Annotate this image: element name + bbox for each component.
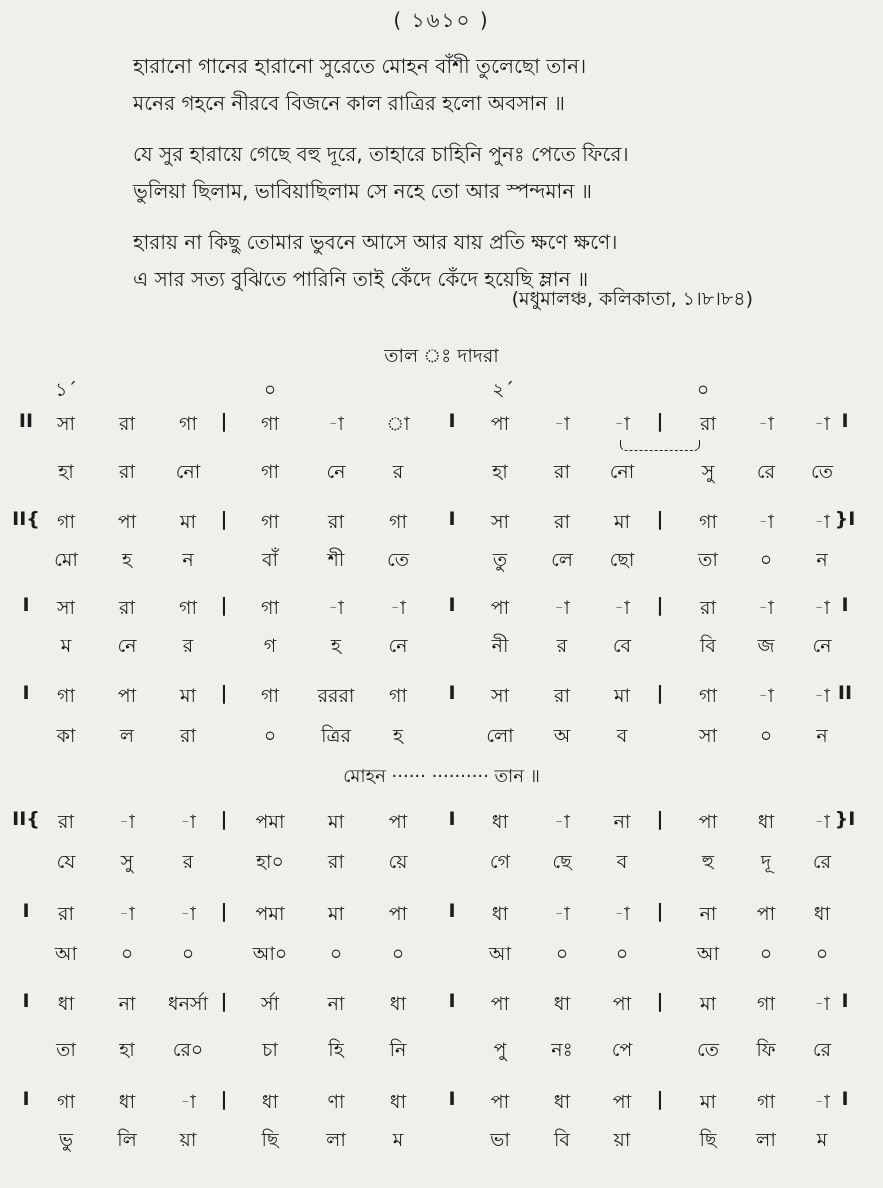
syllable-row — [0, 458, 883, 494]
note-cell: া — [386, 413, 410, 435]
notation-row — [0, 990, 883, 1026]
note-cell: গা — [57, 511, 75, 533]
note-cell: পা — [698, 811, 718, 833]
note-cell: সা — [490, 685, 510, 707]
syllable-cell: রা — [180, 725, 196, 747]
note-cell: -া — [554, 811, 570, 833]
syllable-cell: তা — [56, 1039, 76, 1061]
note-cell: গা — [757, 993, 775, 1015]
syllable-cell: অ — [553, 725, 571, 747]
lyric-line: এ সার সত্য বুঝিতে পারিনি তাই কেঁদে কেঁদে হয়েছি ম্লান ॥ — [133, 267, 589, 291]
note-cell: পা — [117, 685, 137, 707]
syllable-cell: ০ — [815, 943, 829, 965]
note-cell: পা — [612, 993, 632, 1015]
syllable-cell: হ — [122, 549, 132, 571]
syllable-cell: ন — [816, 725, 828, 747]
note-cell: রা — [119, 413, 135, 435]
stanza — [133, 136, 773, 210]
barline-start: I — [22, 1088, 30, 1110]
lyric-line: হারায় না কিছু তোমার ভুবনে আসে আর যায় প্রতি ক্ষণে ক্ষণে। — [133, 230, 618, 254]
barline: | — [656, 594, 664, 616]
note-cell: পা — [490, 413, 510, 435]
syllable-row — [0, 722, 883, 758]
syllable-cell: লি — [117, 1129, 137, 1151]
note-cell: ধা — [553, 1091, 571, 1113]
note-cell: মা — [699, 1091, 717, 1113]
note-cell: পমা — [255, 811, 285, 833]
syllable-cell: ০ — [759, 725, 773, 747]
barline: I — [448, 410, 456, 432]
syllable-cell: রে — [756, 461, 776, 483]
note-cell: গা — [261, 511, 279, 533]
note-cell: -া — [814, 511, 830, 533]
syllable-cell: র — [182, 851, 194, 873]
note-cell: গা — [389, 685, 407, 707]
barline: I — [448, 1088, 456, 1110]
barline: | — [656, 1088, 664, 1110]
barline: | — [220, 808, 228, 830]
note-cell: -া — [614, 413, 630, 435]
barline-end: }I — [834, 808, 856, 830]
note-cell: -া — [180, 903, 196, 925]
barline-end: I — [841, 1088, 849, 1110]
syllable-cell: গে — [489, 851, 511, 873]
syllable-cell: রা — [554, 461, 570, 483]
syllable-cell: ০ — [263, 725, 277, 747]
note-cell: না — [118, 993, 136, 1015]
note-cell: রা — [328, 511, 344, 533]
syllable-cell: র — [182, 635, 194, 657]
barline: | — [220, 508, 228, 530]
syllable-cell: আ — [488, 943, 512, 965]
note-cell: -া — [758, 511, 774, 533]
beat-mark: ১´ — [55, 379, 77, 401]
syllable-cell: ০ — [759, 943, 773, 965]
note-cell: -া — [814, 597, 830, 619]
barline-end: I — [841, 594, 849, 616]
note-cell: -া — [814, 993, 830, 1015]
syllable-cell: তে — [811, 461, 833, 483]
notation-row — [0, 682, 883, 718]
notation-row — [0, 410, 883, 446]
lyrics-block — [133, 48, 773, 312]
barline: | — [220, 682, 228, 704]
lyric-line: যে সুর হারায়ে গেছে বহু দূরে, তাহারে চাহিনি পুনঃ পেতে ফিরে। — [133, 142, 629, 166]
syllable-cell: ০ — [329, 943, 343, 965]
syllable-cell: নী — [491, 635, 509, 657]
syllable-cell: হা — [119, 1039, 135, 1061]
beat-mark: ০ — [263, 379, 277, 401]
barline: I — [448, 900, 456, 922]
barline-end: I — [841, 990, 849, 1012]
syllable-cell: চা — [262, 1039, 278, 1061]
slur-mark — [620, 440, 700, 451]
note-cell: ধা — [491, 811, 509, 833]
barline: | — [656, 410, 664, 432]
syllable-cell: ন — [816, 549, 828, 571]
note-cell: গা — [179, 413, 197, 435]
syllable-cell: ল — [119, 725, 135, 747]
notation-row — [0, 594, 883, 630]
note-cell: মা — [327, 903, 345, 925]
note-cell: -া — [554, 903, 570, 925]
notation-row — [0, 508, 883, 544]
barline-start: I — [22, 990, 30, 1012]
note-cell: গা — [699, 511, 717, 533]
note-cell: -া — [554, 413, 570, 435]
syllable-cell: ন — [182, 549, 194, 571]
note-cell: ধা — [553, 993, 571, 1015]
note-cell: -া — [180, 811, 196, 833]
note-cell: ধা — [261, 1091, 279, 1113]
note-cell: -া — [614, 597, 630, 619]
note-cell: পা — [117, 511, 137, 533]
note-cell: র্সা — [260, 993, 280, 1015]
syllable-cell: র — [392, 461, 404, 483]
syllable-cell: কা — [56, 725, 76, 747]
syllable-cell: বি — [553, 1129, 571, 1151]
syllable-cell: য়ে — [388, 851, 408, 873]
barline: I — [448, 682, 456, 704]
barline: | — [220, 990, 228, 1012]
syllable-cell: হা — [58, 461, 74, 483]
syllable-row — [0, 546, 883, 582]
note-cell: -া — [814, 413, 830, 435]
notation-row — [0, 900, 883, 936]
note-cell: -া — [758, 413, 774, 435]
syllable-cell: ০ — [391, 943, 405, 965]
barline-end: I — [841, 410, 849, 432]
syllable-cell: র — [556, 635, 568, 657]
note-cell: সা — [56, 413, 76, 435]
note-cell: রা — [554, 511, 570, 533]
barline: | — [220, 410, 228, 432]
note-cell: ধনর্সা — [167, 993, 209, 1015]
syllable-cell: তে — [697, 1039, 719, 1061]
syllable-cell: ০ — [181, 943, 195, 965]
barline: | — [656, 900, 664, 922]
beat-mark: ২´ — [492, 379, 514, 401]
barline-start: II — [18, 410, 34, 432]
syllable-cell: তু — [492, 549, 508, 571]
syllable-cell: গ — [263, 635, 277, 657]
note-cell: -া — [814, 1091, 830, 1113]
syllable-cell: রা — [119, 461, 135, 483]
note-cell: গা — [389, 511, 407, 533]
note-cell: গা — [757, 1091, 775, 1113]
syllable-cell: সু — [701, 461, 715, 483]
syllable-cell: যে — [56, 851, 76, 873]
syllable-cell: পু — [493, 1039, 507, 1061]
syllable-cell: বাঁ — [261, 549, 279, 571]
note-cell: ধা — [813, 903, 831, 925]
note-cell: ধা — [389, 993, 407, 1015]
syllable-cell: হা০ — [256, 851, 284, 873]
syllable-cell: ছো — [609, 549, 635, 571]
syllable-cell: ০ — [120, 943, 134, 965]
barline: | — [220, 900, 228, 922]
note-cell: পা — [388, 811, 408, 833]
note-cell: রা — [58, 811, 74, 833]
note-cell: -া — [814, 685, 830, 707]
note-cell: সা — [490, 511, 510, 533]
note-cell: ধা — [491, 903, 509, 925]
note-cell: -া — [328, 413, 344, 435]
syllable-cell: মো — [54, 549, 78, 571]
barline-start: I — [22, 594, 30, 616]
syllable-cell: রে — [812, 851, 832, 873]
barline: | — [220, 1088, 228, 1110]
syllable-cell: তা — [698, 549, 718, 571]
note-cell: ধা — [389, 1091, 407, 1113]
barline-start: I — [22, 682, 30, 704]
syllable-cell: হি — [328, 1039, 344, 1061]
syllable-cell: ছি — [699, 1129, 717, 1151]
note-cell: মা — [613, 511, 631, 533]
syllable-row — [0, 940, 883, 976]
barline: I — [448, 990, 456, 1012]
notation-row — [0, 1088, 883, 1124]
syllable-cell: রে০ — [172, 1039, 204, 1061]
syllable-cell: হ — [331, 635, 341, 657]
note-cell: পা — [490, 597, 510, 619]
note-cell: মা — [179, 511, 197, 533]
note-cell: পমা — [255, 903, 285, 925]
note-cell: গা — [261, 413, 279, 435]
tala-heading: তাল ঃ দাদরা — [384, 345, 499, 367]
syllable-row — [0, 848, 883, 884]
syllable-cell: ০ — [759, 549, 773, 571]
syllable-cell: জ — [757, 635, 775, 657]
syllable-cell: নি — [389, 1039, 407, 1061]
syllable-cell: ম — [60, 635, 72, 657]
barline: | — [656, 682, 664, 704]
note-cell: গা — [261, 597, 279, 619]
note-cell: ধা — [57, 993, 75, 1015]
page-number: ( ১৬১০ ) — [393, 8, 490, 32]
barline: | — [656, 990, 664, 1012]
note-cell: -া — [614, 903, 630, 925]
syllable-cell: রে — [812, 1039, 832, 1061]
syllable-cell: হ — [393, 725, 403, 747]
syllable-row — [0, 1126, 883, 1162]
lyric-line: হারানো গানের হারানো সুরেতে মোহন বাঁশী তুলেছো তান। — [133, 54, 587, 78]
barline-end: }I — [834, 508, 856, 530]
syllable-cell: শী — [327, 549, 345, 571]
barline-start: II{ — [12, 808, 40, 830]
syllable-cell: হু — [701, 851, 715, 873]
note-cell: -া — [758, 597, 774, 619]
note-cell: রা — [700, 413, 716, 435]
notation-row — [0, 808, 883, 844]
syllable-cell: ছে — [552, 851, 572, 873]
note-cell: মা — [699, 993, 717, 1015]
barline: | — [656, 508, 664, 530]
source-citation: (মধুমালঞ্চ, কলিকাতা, ১।৮।৮৪) — [511, 288, 753, 310]
syllable-cell: ফি — [756, 1039, 776, 1061]
syllable-cell: ম — [392, 1129, 404, 1151]
note-cell: ণা — [327, 1091, 345, 1113]
syllable-row — [0, 1036, 883, 1072]
barline-start: II{ — [12, 508, 40, 530]
syllable-cell: পে — [611, 1039, 633, 1061]
syllable-cell: লা — [756, 1129, 776, 1151]
note-cell: -া — [119, 811, 135, 833]
syllable-cell: ব — [616, 725, 628, 747]
syllable-cell: ০ — [615, 943, 629, 965]
note-cell: সা — [56, 597, 76, 619]
syllable-cell: ছি — [261, 1129, 279, 1151]
syllable-cell: বি — [699, 635, 717, 657]
note-cell: রা — [700, 597, 716, 619]
note-cell: রররা — [317, 685, 355, 707]
lyric-line: ভুলিয়া ছিলাম, ভাবিয়াছিলাম সে নহে তো আর স্পন্দমান ॥ — [133, 179, 592, 203]
note-cell: মা — [179, 685, 197, 707]
barline: I — [448, 594, 456, 616]
syllable-cell: নে — [388, 635, 408, 657]
note-cell: ধা — [757, 811, 775, 833]
lyric-line: মনের গহনে নীরবে বিজনে কাল রাত্রির হলো অবসান ॥ — [133, 91, 565, 115]
note-cell: গা — [179, 597, 197, 619]
note-cell: -া — [814, 811, 830, 833]
syllable-cell: রা — [328, 851, 344, 873]
barline: I — [448, 808, 456, 830]
note-cell: মা — [613, 685, 631, 707]
syllable-cell: লে — [551, 549, 573, 571]
syllable-cell: হা — [492, 461, 508, 483]
note-cell: -া — [758, 685, 774, 707]
beat-marks-row — [0, 376, 883, 412]
note-cell: ধা — [118, 1091, 136, 1113]
syllable-cell: য়া — [613, 1129, 631, 1151]
syllable-cell: গা — [261, 461, 279, 483]
note-cell: গা — [57, 1091, 75, 1113]
syllable-cell: আ — [696, 943, 720, 965]
syllable-cell: নে — [326, 461, 346, 483]
barline: | — [220, 594, 228, 616]
syllable-cell: আ — [54, 943, 78, 965]
note-cell: পা — [612, 1091, 632, 1113]
note-cell: -া — [390, 597, 406, 619]
note-cell: -া — [328, 597, 344, 619]
beat-mark: ০ — [696, 379, 710, 401]
syllable-cell: য়া — [179, 1129, 197, 1151]
syllable-cell: নঃ — [551, 1039, 573, 1061]
syllable-cell: ম — [816, 1129, 828, 1151]
syllable-cell: নে — [117, 635, 137, 657]
syllable-cell: আ০ — [252, 943, 288, 965]
barline: I — [448, 508, 456, 530]
note-cell: না — [613, 811, 631, 833]
note-cell: -া — [119, 903, 135, 925]
note-cell: -া — [554, 597, 570, 619]
barline-end: II — [837, 682, 853, 704]
barline-start: I — [22, 900, 30, 922]
syllable-row — [0, 632, 883, 668]
note-cell: রা — [58, 903, 74, 925]
syllable-cell: লা — [326, 1129, 346, 1151]
note-cell: রা — [554, 685, 570, 707]
syllable-cell: বে — [612, 635, 632, 657]
note-cell: গা — [261, 685, 279, 707]
syllable-cell: ত্রির — [321, 725, 351, 747]
syllable-cell: সু — [120, 851, 134, 873]
syllable-cell: ভা — [490, 1129, 510, 1151]
note-cell: রা — [119, 597, 135, 619]
note-cell: মা — [327, 811, 345, 833]
syllable-cell: নে — [812, 635, 832, 657]
syllable-cell: ভু — [58, 1129, 74, 1151]
syllable-cell: দূ — [761, 851, 771, 873]
note-cell: পা — [490, 1091, 510, 1113]
note-cell: পা — [756, 903, 776, 925]
note-cell: না — [327, 993, 345, 1015]
syllable-cell: সা — [698, 725, 718, 747]
note-cell: পা — [490, 993, 510, 1015]
note-cell: গা — [57, 685, 75, 707]
syllable-cell: ব — [616, 851, 628, 873]
note-cell: গা — [699, 685, 717, 707]
syllable-cell: লো — [486, 725, 514, 747]
note-cell: -া — [180, 1091, 196, 1113]
note-cell: না — [699, 903, 717, 925]
stanza — [133, 48, 773, 122]
note-cell: পা — [388, 903, 408, 925]
syllable-cell: তে — [387, 549, 409, 571]
syllable-cell: নো — [609, 461, 635, 483]
barline: | — [656, 808, 664, 830]
refrain-line: মোহন ······ ·········· তান ॥ — [343, 766, 540, 787]
syllable-cell: ০ — [555, 943, 569, 965]
syllable-cell: নো — [175, 461, 201, 483]
